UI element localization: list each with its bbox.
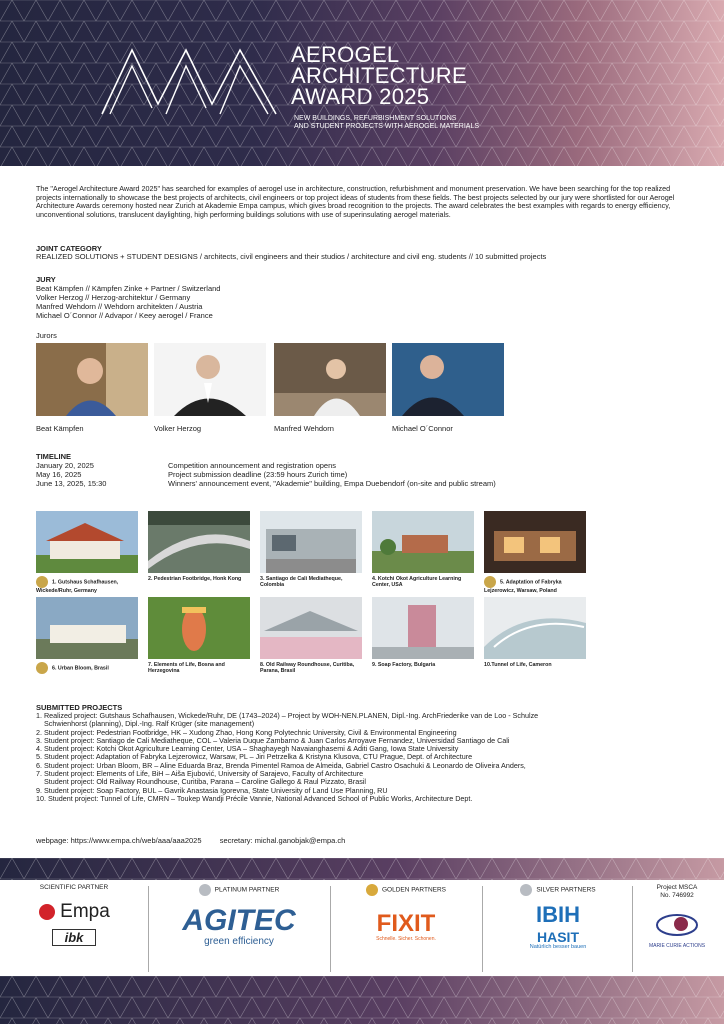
divider: [632, 886, 633, 972]
jury-member: Beat Kämpfen // Kämpfen Zinke + Partner / Switzerland: [36, 284, 221, 293]
submitted-list: [36, 712, 696, 803]
timeline-date: January 20, 2025: [36, 461, 94, 470]
list-item: 9. Student project: Soap Factory, BUL – Gavrik Anastasia Igorevna, State University of Land Use Planning, RU: [36, 785, 388, 795]
title-line: AWARD 2025: [291, 84, 430, 109]
partner-label-text: GOLDEN PARTNERS: [381, 886, 447, 894]
footer-band-top: [0, 858, 724, 880]
project-caption: [36, 576, 138, 594]
project-thumbnail: [148, 597, 250, 659]
project-thumbnail: [484, 511, 586, 573]
project-card: [148, 511, 250, 582]
divider: [148, 886, 149, 972]
timeline-desc: Competition announcement and registration opens: [168, 461, 337, 470]
submitted-heading: SUBMITTED PROJECTS: [36, 703, 123, 712]
list-item: Schwienhorst (planning), Dipl.-Ing. Ralf Krüger (site management): [44, 719, 255, 729]
list-item: 2. Student project: Pedestrian Footbridge, HK – Xudong Zhao, Hong Kong Polytechnic University, Civil & Environmental Engineering: [36, 727, 457, 737]
empa-icon: [38, 903, 56, 921]
timeline-desc: Winners' announcement event, "Akademie" building, Empa Duebendorf (on-site and public stream): [168, 479, 496, 488]
joint-category-heading: JOINT CATEGORY: [36, 244, 102, 253]
secretary-email[interactable]: secretary: michal.ganobjak@empa.ch: [219, 836, 346, 845]
project-card: [36, 511, 138, 594]
project-caption-text: 1. Gutshaus Schafhausen, Wickede/Ruhr, Germany: [36, 579, 119, 594]
award-subtitle: [294, 115, 479, 131]
marie-curie-logo: [636, 912, 718, 949]
timeline-date: May 16, 2025: [36, 470, 82, 479]
project-caption-text: 6. Urban Bloom, Brasil: [52, 665, 109, 672]
medal-icon: [484, 576, 496, 588]
juror-photo: [154, 343, 266, 416]
medal-icon: [520, 884, 532, 896]
scientific-partner: [14, 880, 134, 976]
hasit-tagline: Natürlich besser bauen: [529, 944, 587, 950]
platinum-partner: [154, 880, 324, 976]
ibk-logo: ibk: [52, 929, 96, 946]
juror-name: Volker Herzog: [154, 424, 202, 433]
award-title: [291, 44, 467, 107]
subtitle-line: NEW BUILDINGS, REFURBISHMENT SOLUTIONS: [294, 115, 457, 122]
jury-member: Volker Herzog // Herzog-architektur / Germany: [36, 293, 191, 302]
project-caption: 10.Tunnel of Life, Cameron: [484, 662, 552, 668]
partners-panel: [0, 880, 724, 976]
agitec-logo: [154, 906, 324, 947]
msca-label: [636, 884, 718, 900]
empa-logo: [14, 901, 134, 923]
header-banner: [0, 0, 724, 166]
hasit-logo-text: HASIT: [537, 929, 579, 945]
ibih-logo: IBIH: [536, 902, 580, 927]
project-thumbnail: [36, 511, 138, 573]
list-item: 5. Student project: Adaptation of Fabryka Lejzerowicz, Warsaw, PL – Jiri Petrzelka & Kristyna Klusova, CTU Prague, Dept. of Architecture: [36, 752, 473, 762]
fixit-logo-text: FIXIT: [376, 910, 436, 937]
project-thumbnail: [372, 511, 474, 573]
project-thumbnail: [260, 597, 362, 659]
medal-icon: [199, 884, 211, 896]
juror-card: [36, 343, 152, 433]
project-card: [260, 597, 362, 674]
silver-partners: [488, 880, 628, 976]
msca-label-line: Project MSCA: [656, 884, 698, 891]
jurors-heading: Jurors: [36, 331, 57, 340]
marie-curie-icon: [655, 912, 699, 938]
project-caption: 7. Elements of Life, Bosna and Herzegovina: [148, 662, 225, 674]
jury-list: [36, 284, 220, 320]
project-card: [484, 597, 586, 668]
juror-name: Beat Kämpfen: [36, 424, 84, 433]
agitec-tagline: green efficiency: [204, 936, 274, 947]
timeline-desc: Project submission deadline (23:59 hours Zurich time): [168, 470, 348, 479]
list-item: 10. Student project: Tunnel of Life, CMRN – Toukep Wandji Précile Vannie, National Advanced School of Public Works, Architecture Dept.: [36, 793, 473, 803]
project-thumbnail: [372, 597, 474, 659]
juror-name: Manfred Wehdorn: [274, 424, 334, 433]
subtitle-line: AND STUDENT PROJECTS WITH AEROGEL MATERIALS: [294, 123, 480, 130]
juror-card: [392, 343, 508, 433]
award-logo-icon: [100, 46, 280, 116]
list-item: 3. Student project: Santiago de Cali Mediatheque, COL – Valeria Duque Zambarno & Juan Carlos Arroyave Fernandez, Universidad Santiago de Cali: [36, 735, 510, 745]
agitec-logo-text: AGITEC: [182, 904, 296, 937]
divider: [330, 886, 331, 972]
project-caption: 2. Pedestrian Footbridge, Honk Kong: [148, 576, 242, 582]
jury-member: Michael O´Connor // Advapor / Keey aerogel / France: [36, 311, 213, 320]
medal-icon: [36, 576, 48, 588]
project-thumbnail: [260, 511, 362, 573]
list-item: Student project: Old Railway Roundhouse, Curitiba, Parana – Caroline Gallego & Raul Pizzato, Brasil: [44, 777, 367, 787]
project-caption: 3. Santiago de Cali Mediatheque, Colombia: [260, 576, 343, 588]
title-line: ARCHITECTURE: [291, 63, 467, 88]
fixit-tagline: Schnelle. Sicher. Schonen.: [376, 936, 436, 942]
project-thumbnail: [36, 597, 138, 659]
partner-label-text: PLATINUM PARTNER: [214, 886, 280, 894]
partner-label-text: SILVER PARTNERS: [536, 886, 596, 894]
list-item: 6. Student project: Urban Bloom, BR – Aline Eduarda Braz, Brenda Pimentel Ramoa de Almeida, Gabriel Castro Osachuki & Leonardo de Oliveira Anders,: [36, 760, 526, 770]
juror-photo: [36, 343, 148, 416]
project-caption-text: 5. Adaptation of Fabryka Lejzerowicz, Warsaw, Poland: [484, 579, 562, 594]
title-line: AEROGEL: [291, 42, 400, 67]
project-card: [372, 511, 474, 588]
juror-photo: [274, 343, 386, 416]
project-caption: [484, 576, 586, 594]
medal-icon: [36, 662, 48, 674]
project-thumbnail: [484, 597, 586, 659]
contact-line: [36, 836, 345, 845]
hasit-logo: [488, 930, 628, 950]
joint-category-text: REALIZED SOLUTIONS + STUDENT DESIGNS / architects, civil engineers and their studios / architecture and civil eng. students // 10 submitted projects: [36, 252, 547, 261]
project-caption: 9. Soap Factory, Bulgaria: [372, 662, 436, 668]
project-card: [484, 511, 586, 594]
empa-logo-text: Empa: [60, 901, 110, 922]
medal-icon: [366, 884, 378, 896]
jury-member: Manfred Wehdorn // Wehdorn architekten / Austria: [36, 302, 203, 311]
project-thumbnail: [148, 511, 250, 573]
marie-curie-text: MARIE CURIE ACTIONS: [648, 943, 706, 949]
partner-label: [336, 884, 476, 896]
footer: [0, 858, 724, 1024]
juror-card: [154, 343, 270, 433]
project-caption: [36, 662, 138, 674]
juror-card: [274, 343, 390, 433]
msca-project: [636, 880, 718, 976]
divider: [482, 886, 483, 972]
project-card: [36, 597, 138, 674]
list-item: 7. Student project: Elements of Life, BiH – Aiša Ejubović, University of Sarajevo, Faculty of Architecture: [36, 769, 364, 779]
project-caption: 8. Old Railway Roundhouse, Curitiba, Parana, Brasil: [260, 662, 355, 674]
juror-photo: [392, 343, 504, 416]
msca-label-line: No. 746992: [660, 892, 694, 899]
project-card: [260, 511, 362, 588]
project-card: [372, 597, 474, 668]
timeline-date: June 13, 2025, 15:30: [36, 479, 107, 488]
jury-heading: JURY: [36, 275, 56, 284]
timeline-heading: TIMELINE: [36, 452, 71, 461]
partner-label: SCIENTIFIC PARTNER: [39, 884, 109, 891]
list-item: 1. Realized project: Gutshaus Schafhausen, Wickede/Ruhr, DE (1743–2024) – Project by WOH-NEN.PLANEN, Dipl.-Ing. ArchFriederike van de Loo - Schulze: [36, 711, 539, 720]
golden-partners: [336, 880, 476, 976]
list-item: 4. Student project: Kotchi Okot Agriculture Learning Center, USA – Shaghayegh Navaianghasemi & Aditi Gang, Iowa State University: [36, 744, 459, 754]
juror-name: Michael O´Connor: [392, 424, 453, 433]
partner-label: [488, 884, 628, 896]
partner-label: [154, 884, 324, 896]
fixit-logo: [336, 912, 476, 942]
project-caption: 4. Kotchi Okot Agriculture Learning Center, USA: [372, 576, 462, 588]
webpage-link[interactable]: webpage: https://www.empa.ch/web/aaa/aaa2025: [36, 836, 202, 845]
footer-band-bottom: [0, 976, 724, 1024]
project-card: [148, 597, 250, 674]
intro-paragraph: The "Aerogel Architecture Award 2025" has searched for examples of aerogel use in architecture, construction, refurbishment and monument preservation. We have been searching for the top realized projects internationally to showcase the best projects of architects, civil engineers or top project ideas of students from these fields. The best projects selected by our jury were shortlisted for our Aerogel Architecture Awards ceremony hosted near Zurich at Akademie Empa campus, which gives broad recognition to the projects. The award celebrates the best examples with regards to energy efficiency, unconventional solutions, translucent daylighting, high performing buildings solutions with use of superinsulating aerogel materials.: [36, 184, 675, 219]
